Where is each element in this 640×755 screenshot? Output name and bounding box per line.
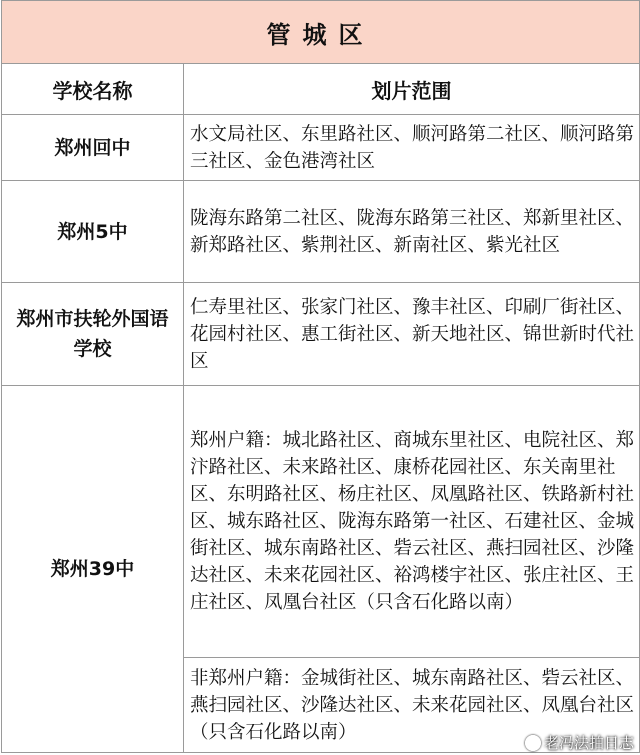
table-row bbox=[2, 115, 640, 181]
watermark bbox=[525, 732, 634, 753]
title-row bbox=[2, 1, 640, 64]
area-text: 仁寿里社区、张家门社区、豫丰社区、印刷厂街社区、花园村社区、惠工街社区、新天地社区、锦世新时代社区 bbox=[184, 283, 640, 386]
school-name: 郑州市扶轮外国语学校 bbox=[2, 283, 184, 386]
area-text: 郑州户籍：城北路社区、商城东里社区、电院社区、郑汴路社区、未来路社区、康桥花园社区、东关南里社区、东明路社区、杨庄社区、凤凰路社区、铁路新村社区、城东路社区、陇海东路第一社区、石建社区、金城街社区、城东南路社区、砦云社区、燕扫园社区、沙隆达社区、未来花园社区、裕鸿楼宇社区、张庄社区、王庄社区、凤凰台社区（只含石化路以南） bbox=[184, 386, 640, 658]
header-school: 学校名称 bbox=[2, 64, 184, 115]
table-row bbox=[2, 386, 640, 658]
area-text: 陇海东路第二社区、陇海东路第三社区、郑新里社区、新郑路社区、紫荆社区、新南社区、紫光社区 bbox=[184, 181, 640, 283]
district-table bbox=[1, 0, 640, 753]
watermark-logo-icon bbox=[525, 735, 541, 751]
school-name: 郑州39中 bbox=[2, 386, 184, 753]
school-name: 郑州回中 bbox=[2, 115, 184, 181]
header-row bbox=[2, 64, 640, 115]
header-area: 划片范围 bbox=[184, 64, 640, 115]
district-title: 管城区 bbox=[2, 1, 640, 64]
school-name: 郑州5中 bbox=[2, 181, 184, 283]
table-row bbox=[2, 181, 640, 283]
area-text: 非郑州户籍：金城街社区、城东南路社区、砦云社区、燕扫园社区、沙隆达社区、未来花园社区、凤凰台社区（只含石化路以南） bbox=[184, 658, 640, 753]
table-row bbox=[2, 283, 640, 386]
area-text: 水文局社区、东里路社区、顺河路第二社区、顺河路第三社区、金色港湾社区 bbox=[184, 115, 640, 181]
watermark-text: 老冯法拍日志 bbox=[543, 734, 634, 752]
